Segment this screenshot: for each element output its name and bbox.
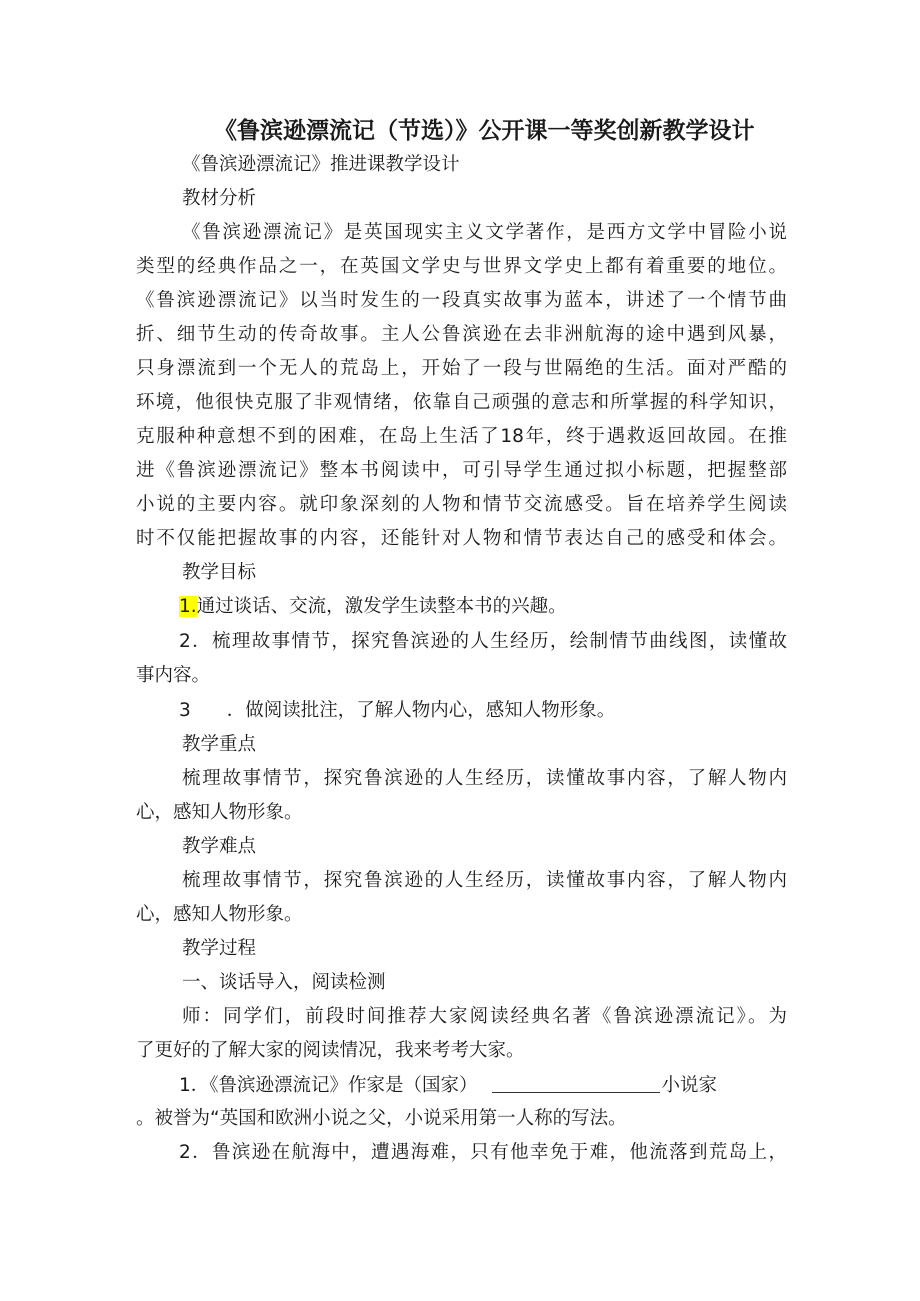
document-subtitle: 《鲁滨逊漂流记》推进课教学设计: [182, 154, 460, 175]
material-paragraph-line: 进《鲁滨逊漂流记》整本书阅读中，可引导学生通过拟小标题，把握整部: [136, 460, 787, 481]
material-paragraph-line: 折、细节生动的传奇故事。主人公鲁滨逊在去非洲航海的途中遇到风暴，: [136, 324, 787, 345]
material-paragraph-line: 只身漂流到一个无人的荒岛上，开始了一段与世隔绝的生活。面对严酷的: [136, 358, 787, 379]
section-heading-difficult: 教学难点: [182, 836, 257, 857]
question-2: 2．鲁滨逊在航海中，遭遇海难，只有他幸免于难，他流落到荒岛上，: [179, 1142, 787, 1163]
material-paragraph-line: 《鲁滨逊漂流记》以当时发生的一段真实故事为蓝本，讲述了一个情节曲: [136, 290, 787, 311]
material-paragraph-line: 时不仅能把握故事的内容，还能针对人物和情节表达自己的感受和体会。: [136, 528, 787, 549]
highlight-mark: 1.: [179, 596, 197, 617]
goal-item-2: 2．梳理故事情节，探究鲁滨逊的人生经历，绘制情节曲线图，读懂故: [179, 631, 787, 652]
difficult-point-line: 心，感知人物形象。: [136, 904, 303, 925]
question-1-continued: 。被誉为“英国和欧洲小说之父，小说采用第一人称的写法。: [136, 1108, 627, 1129]
difficult-point-line: 梳理故事情节，探究鲁滨逊的人生经历，读懂故事内容，了解人物内: [182, 870, 787, 891]
section-heading-process: 教学过程: [182, 938, 257, 959]
key-point-line: 梳理故事情节，探究鲁滨逊的人生经历，读懂故事内容，了解人物内: [182, 768, 787, 789]
teacher-line: 师：同学们，前段时间推荐大家阅读经典名著《鲁滨逊漂流记》。为: [182, 1006, 787, 1027]
step-heading: 一、谈话导入，阅读检测: [182, 972, 386, 993]
document-title: 《鲁滨逊漂流记（节选）》公开课一等奖创新教学设计: [214, 118, 755, 144]
answer-blank: [492, 1076, 660, 1093]
goal-item-2-continued: 事内容。: [136, 665, 211, 686]
teacher-line: 了更好的了解大家的阅读情况，我来考考大家。: [136, 1040, 525, 1061]
goal-item-1: 1.通过谈话、交流，激发学生读整本书的兴趣。: [179, 596, 567, 617]
section-heading-goals: 教学目标: [182, 562, 257, 583]
question-1: 1．《鲁滨逊漂流记》作家是（国家） 小说家: [179, 1075, 718, 1096]
material-paragraph-line: 小说的主要内容。就印象深刻的人物和情节交流感受。旨在培养学生阅读: [136, 494, 787, 515]
material-paragraph-line: 克服种种意想不到的困难，在岛上生活了18年，终于遇救返回故园。在推: [136, 426, 787, 447]
material-paragraph-line: 环境，他很快克服了非观情绪，依靠自己顽强的意志和所掌握的科学知识，: [136, 392, 787, 413]
section-heading-key: 教学重点: [182, 734, 257, 755]
material-paragraph-line: 类型的经典作品之一，在英国文学史与世界文学史上都有着重要的地位。: [136, 256, 787, 277]
section-heading-material: 教材分析: [182, 188, 257, 209]
material-paragraph-line: 《鲁滨逊漂流记》是英国现实主义文学著作，是西方文学中冒险小说: [182, 222, 787, 243]
goal-item-3: 3 ．做阅读批注，了解人物内心，感知人物形象。: [179, 700, 616, 721]
key-point-line: 心，感知人物形象。: [136, 802, 303, 823]
